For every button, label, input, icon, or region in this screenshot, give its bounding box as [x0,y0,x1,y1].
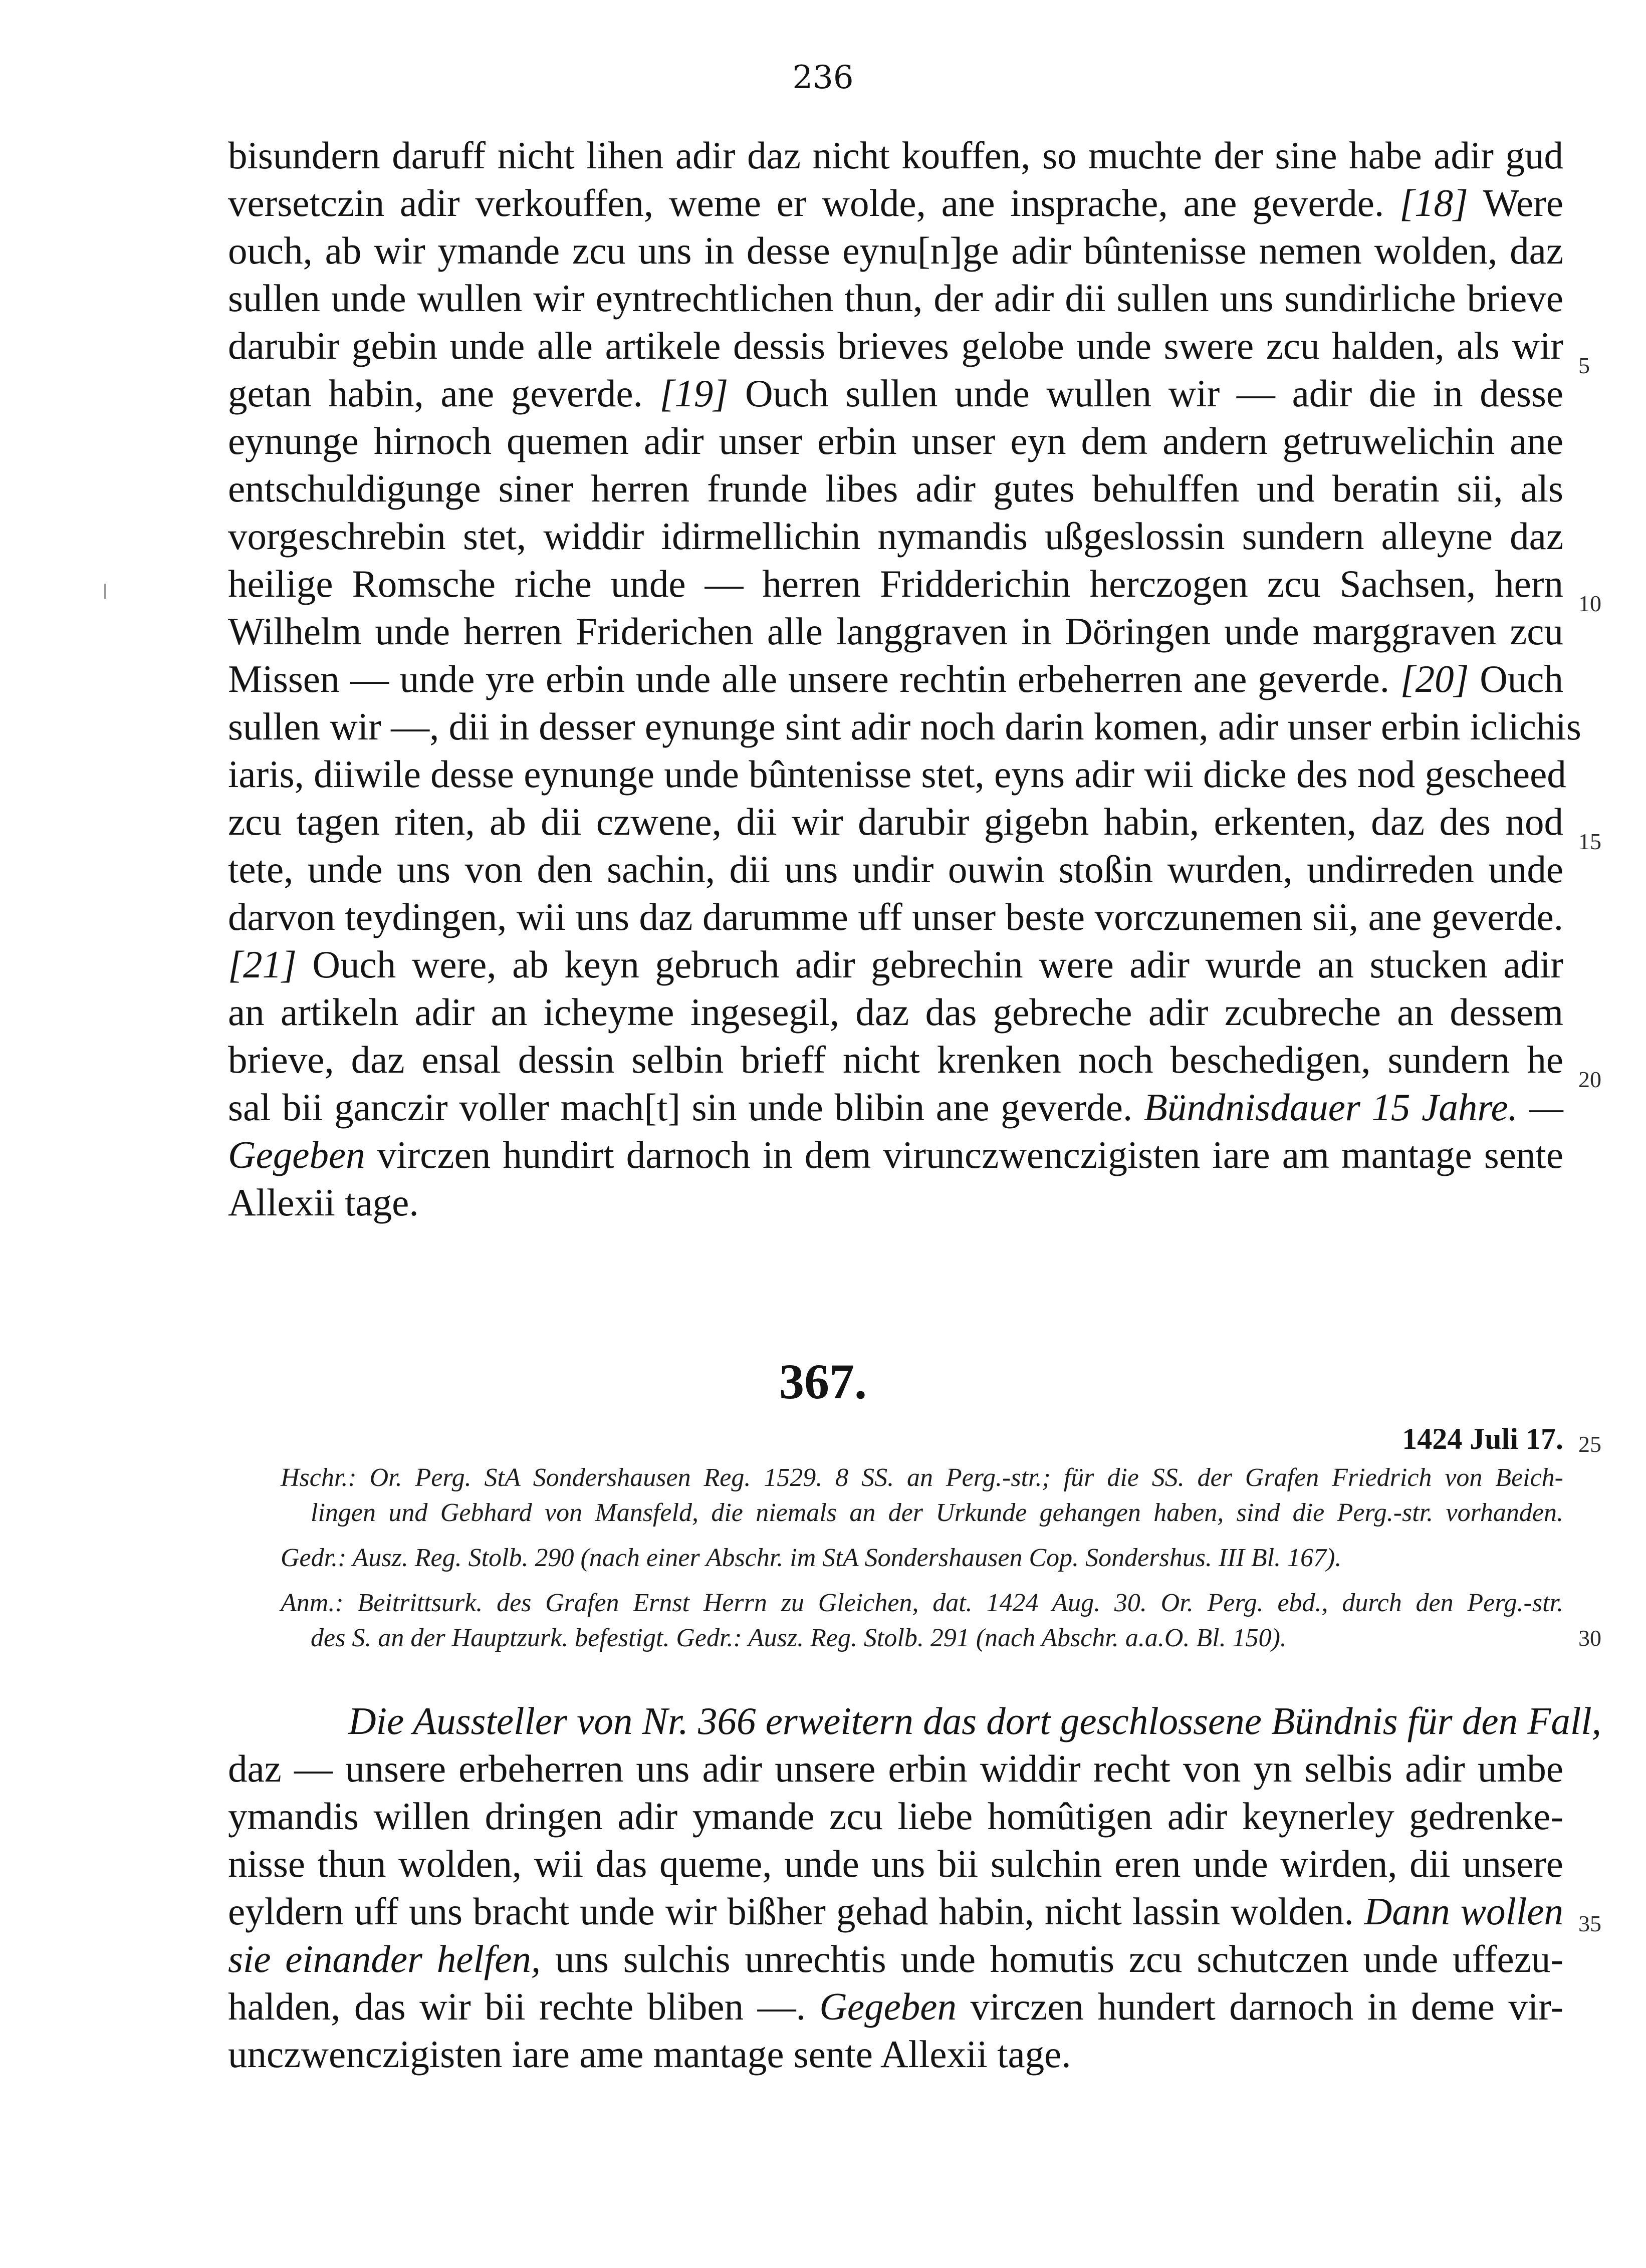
text-segment: heilige Romsche riche unde — herren Fridderichin herczogen zcu Sachsen, hern [228,562,1563,605]
text-segment: vorgeschrebin stet, widdir idirmellichin nymandis ußgeslossin sundern alleyne daz [228,515,1563,558]
text-segment: sullen wir —, dii in desser eynunge sint adir noch darin komen, adir unser erbin iclichis [228,705,1581,748]
text-line [228,894,1563,939]
text-line [228,418,1563,463]
text-segment: daz — unsere erbeherren uns adir unsere erbin widdir recht von yn selbis adir umbe [228,1747,1563,1790]
text-segment: virczen hundirt darnoch in dem virunczwenczigisten iare am mantage sente [365,1133,1563,1176]
line-number-20: 20 [1578,1067,1601,1092]
text-segment: getan habin, ane geverde. [228,372,660,415]
text-line [228,2032,1563,2077]
text-segment: Die Aussteller von Nr. 366 erweitern das dort geschlossene Bündnis für den Fall, [348,1699,1601,1742]
text-segment: Wilhelm unde herren Friderichen alle langgraven in Döringen unde marggraven zcu [228,610,1563,653]
line-number-25: 25 [1578,1431,1601,1457]
source-note-line: Hschr.: Or. Perg. StA Sondershausen Reg. 1529. 8 SS. an Perg.-str.; für die SS. der Grafen Friedrich von Beich- [281,1463,1563,1492]
text-segment: [20] [1400,657,1469,700]
text-line [228,514,1563,559]
text-line [228,561,1563,606]
text-line [228,228,1563,273]
text-line [228,847,1563,892]
text-segment: Bündnisdauer 15 Jahre. — [1143,1086,1563,1129]
text-segment: eynunge hirnoch quemen adir unser erbin unser eyn dem andern getruwelichin ane [228,419,1563,462]
line-number-35: 35 [1578,1911,1601,1936]
text-segment: [21] [228,943,297,986]
text-line [228,1889,1563,1934]
text-segment: Gegeben [228,1133,365,1176]
document-date: 1424 Juli 17. [1402,1422,1563,1455]
text-segment: uns sulchis unrechtis unde homutis zcu schutczen unde uffezu- [541,1937,1563,1980]
source-note-line: Anm.: Beitrittsurk. des Grafen Ernst Herrn zu Gleichen, dat. 1424 Aug. 30. Or. Perg. ebd., durch den Perg.-str. [281,1589,1563,1617]
text-segment: nisse thun wolden, wii das queme, unde uns bii sulchin eren unde wirden, dii unsere [228,1842,1563,1885]
text-segment: virczen hundert darnoch in deme vir- [956,1985,1563,2028]
text-line [228,1746,1563,1791]
text-line [228,1936,1563,1981]
text-line [228,1037,1563,1082]
text-segment: [19] [659,372,729,415]
text-line [228,323,1563,368]
text-line [228,609,1563,654]
text-segment: Ouch were, ab keyn gebruch adir gebrechin were adir wurde an stucken adir [296,943,1563,986]
text-segment: eyldern uff uns bracht unde wir bißher gehad habin, nicht lassin wolden. [228,1890,1364,1933]
text-segment: Gegeben [819,1985,957,2028]
margin-mark [104,584,106,599]
text-segment: ouch, ab wir ymande zcu uns in desse eynu[n]ge adir bûntenisse nemen wolden, daz [228,229,1563,272]
text-line [228,799,1563,844]
text-segment: brieve, daz ensal dessin selbin brieff nicht krenken noch beschedigen, sundern he [228,1038,1563,1081]
text-segment: sie einander helfen, [228,1937,541,1980]
line-number-30: 30 [1578,1625,1601,1651]
text-line [348,1698,1601,1743]
text-segment: Ouch sullen unde wullen wir — adir die in desse [728,372,1564,415]
text-segment: Were [1468,181,1563,224]
text-segment: bisundern daruff nicht lihen adir daz nicht kouffen, so muchte der sine habe adir gud [228,134,1563,177]
text-line [228,1132,1563,1177]
page-number: 236 [792,59,854,96]
text-line [228,1841,1563,1886]
text-segment: versetczin adir verkouffen, weme er wolde, ane insprache, ane geverde. [228,181,1400,224]
text-segment: ymandis willen dringen adir ymande zcu liebe homûtigen adir keynerley gedrenke- [228,1795,1563,1838]
text-line [228,1180,1563,1225]
text-segment: an artikeln adir an icheyme ingesegil, daz das gebreche adir zcubreche an dessem [228,990,1563,1034]
text-line [228,751,1566,797]
text-line [228,133,1563,178]
line-number-5: 5 [1578,353,1590,378]
source-note-line: des S. an der Hauptzurk. befestigt. Gedr.: Ausz. Reg. Stolb. 291 (nach Abschr. a.a.O. Bl. 150). [311,1624,1287,1652]
text-line [228,276,1563,321]
text-line [228,1794,1563,1839]
text-line [228,180,1563,225]
source-note-line: Gedr.: Ausz. Reg. Stolb. 290 (nach einer Abschr. im StA Sondershausen Cop. Sondershus. III Bl. 167). [281,1544,1342,1572]
text-line [228,1984,1563,2029]
text-line [228,466,1563,511]
line-number-15: 15 [1578,829,1601,854]
source-note-line: lingen und Gebhard von Mansfeld, die niemals an der Urkunde gehangen haben, sind die Perg.-str. vorhanden. [311,1498,1563,1527]
document-number: 367. [779,1354,867,1409]
text-line [228,942,1563,987]
text-segment: sal bii ganczir voller mach[t] sin unde blibin ane geverde. [228,1086,1144,1129]
text-segment: unczwenczigisten iare ame mantage sente Allexii tage. [228,2033,1071,2076]
text-segment: halden, das wir bii rechte bliben —. [228,1985,820,2028]
text-segment: Missen — unde yre erbin unde alle unsere rechtin erbeherren ane geverde. [228,657,1400,700]
text-line [228,371,1563,416]
text-segment: Allexii tage. [228,1181,419,1224]
text-segment: tete, unde uns von den sachin, dii uns undir ouwin stoßin wurden, undirreden unde [228,848,1563,891]
text-segment: [18] [1399,181,1469,224]
text-line [228,989,1563,1035]
text-line [228,704,1581,749]
text-segment: Dann wollen [1364,1890,1563,1933]
text-segment: entschuldigunge siner herren frunde libes adir gutes behulffen und beratin sii, als [228,467,1563,510]
text-segment: Ouch [1469,657,1563,700]
text-line [228,656,1563,701]
text-segment: sullen unde wullen wir eyntrechtlichen thun, der adir dii sullen uns sundirliche brieve [228,277,1563,320]
text-segment: zcu tagen riten, ab dii czwene, dii wir darubir gigebn habin, erkenten, daz des nod [228,800,1563,843]
text-segment: darubir gebin unde alle artikele dessis brieves gelobe unde swere zcu halden, als wir [228,324,1563,367]
text-segment: iaris, diiwile desse eynunge unde bûntenisse stet, eyns adir wii dicke des nod gescheed [228,752,1566,796]
text-line [228,1085,1563,1130]
line-number-10: 10 [1578,591,1601,616]
text-segment: darvon teydingen, wii uns daz darumme uff unser beste vorczunemen sii, ane geverde. [228,895,1563,938]
